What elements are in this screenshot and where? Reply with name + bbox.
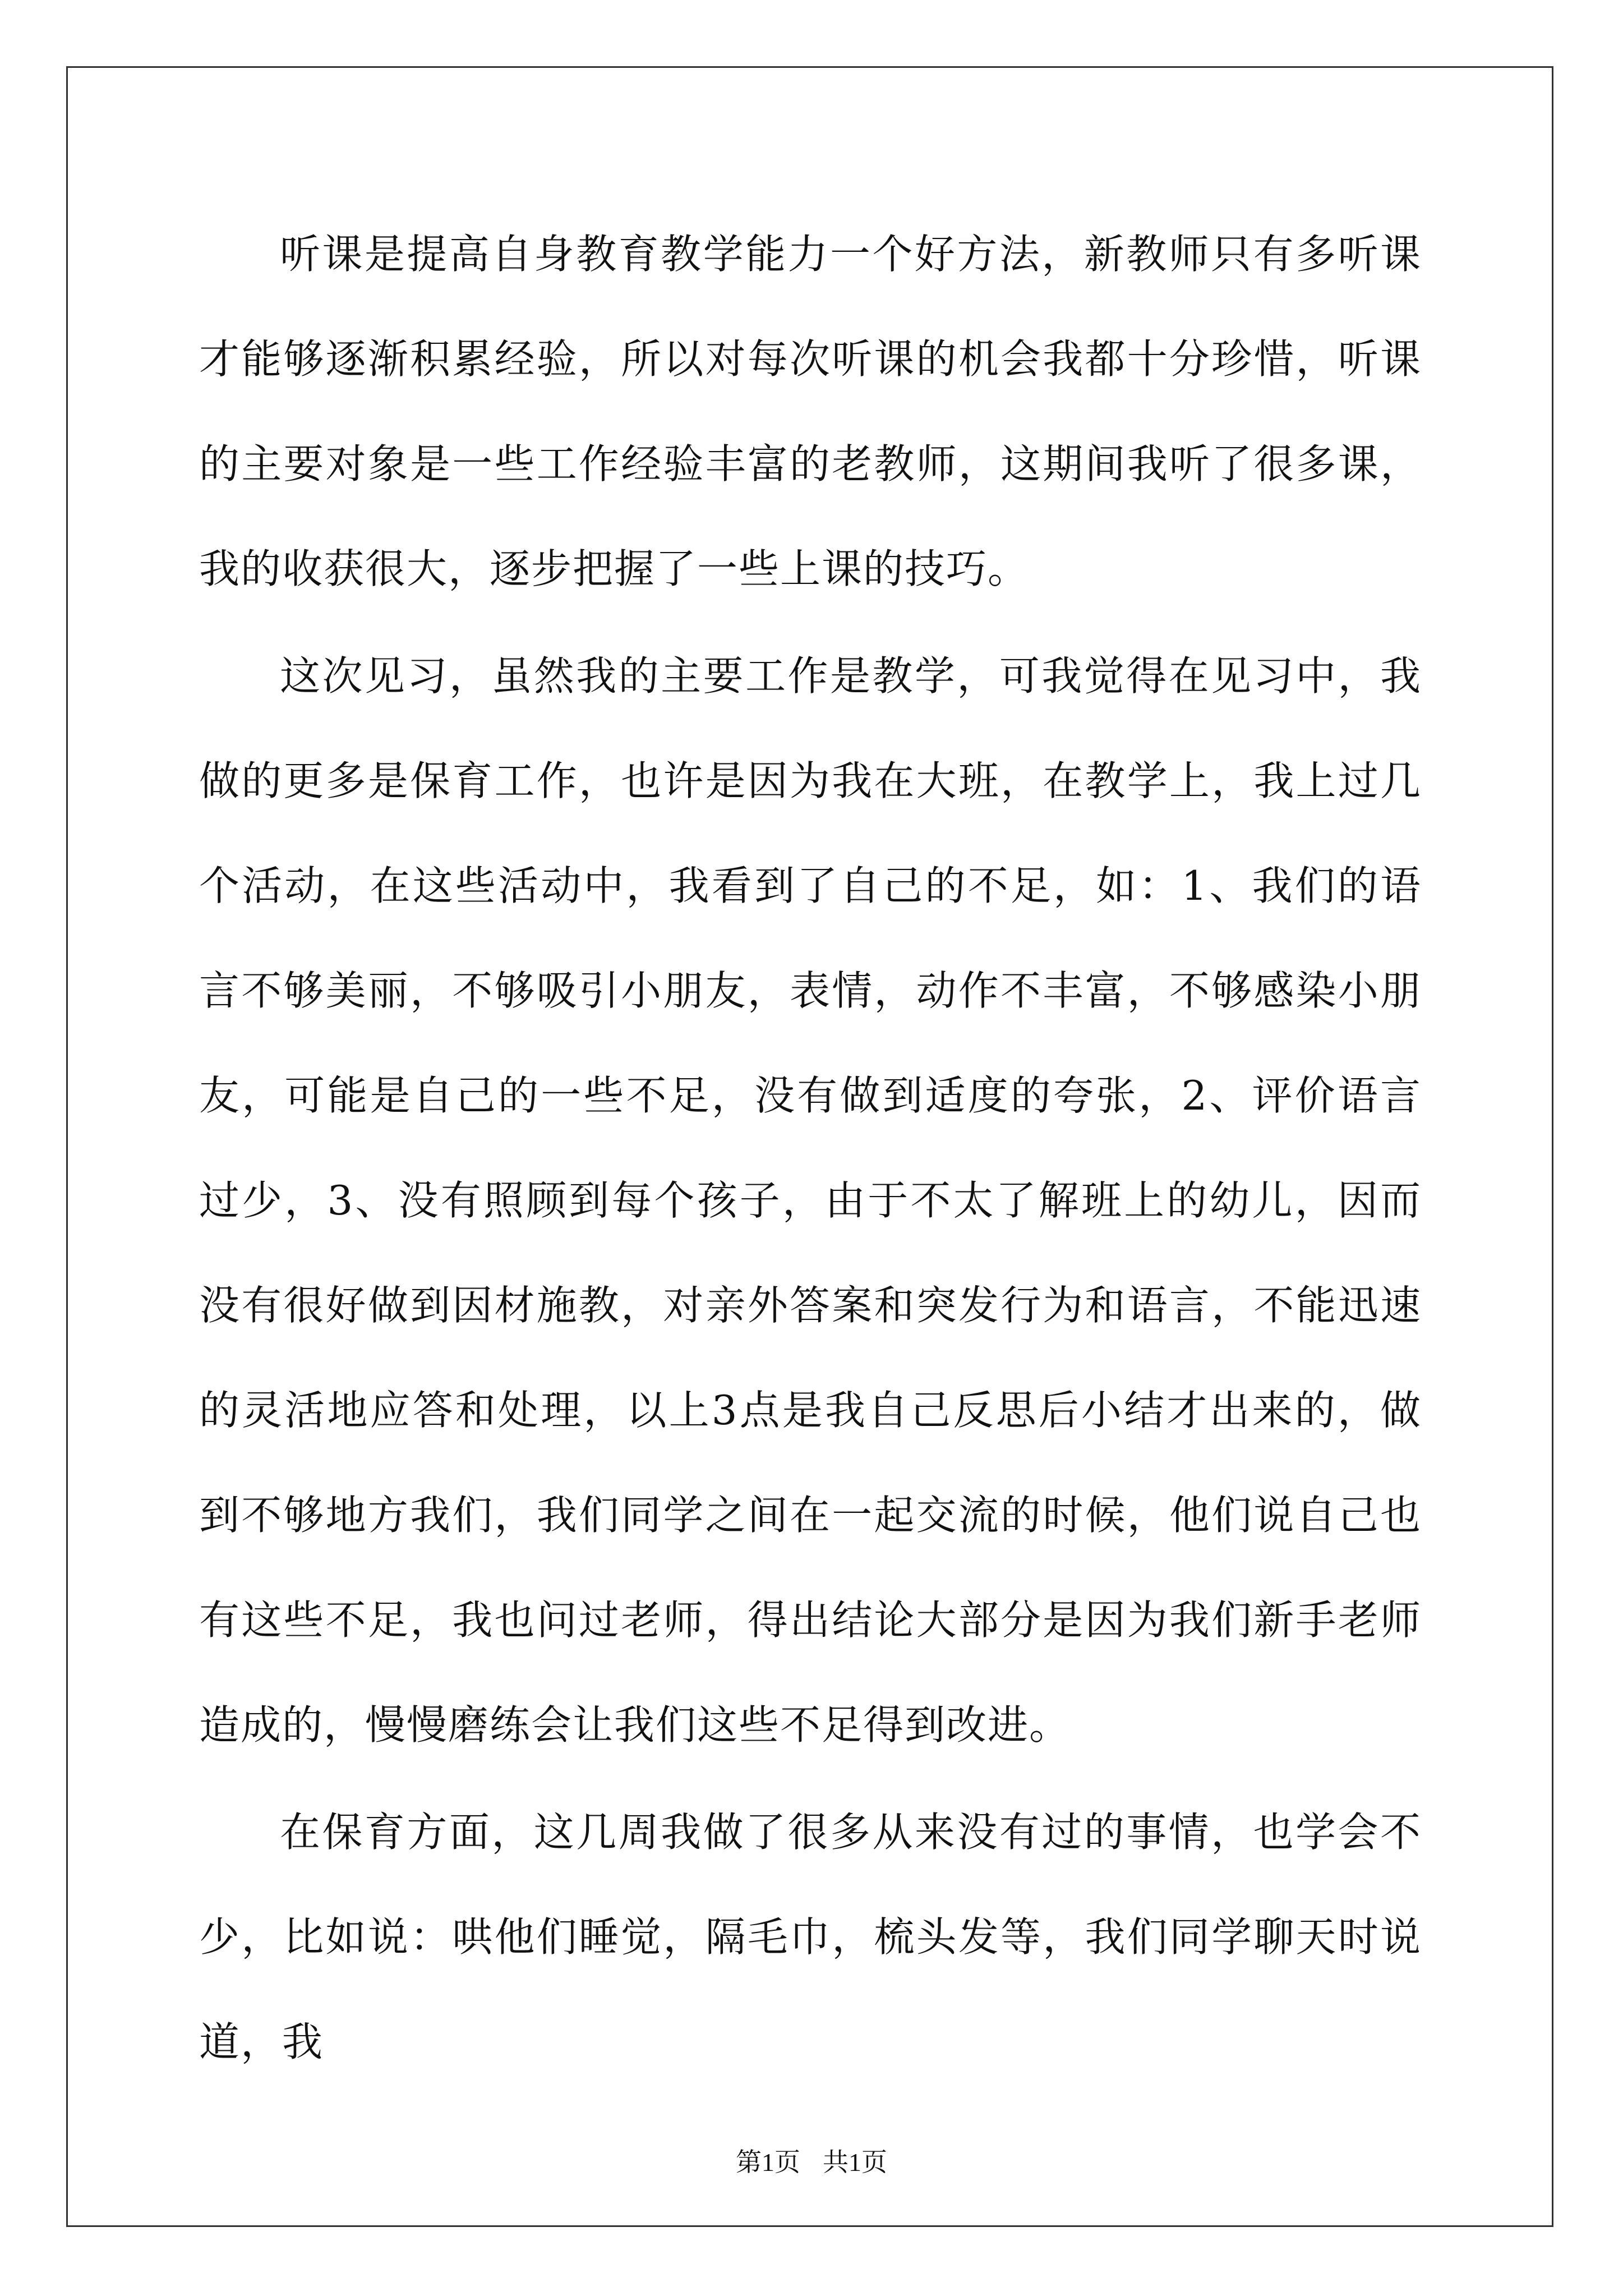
page-footer	[0, 2142, 1623, 2179]
paragraph: 在保育方面，这几周我做了很多从来没有过的事情，也学会不少，比如说：哄他们睡觉，隔毛巾，梳头发等，我们同学聊天时说道，我	[199, 1809, 1422, 2065]
page-total: 共1页	[823, 2148, 887, 2177]
paragraph: 这次见习，虽然我的主要工作是教学，可我觉得在见习中，我做的更多是保育工作，也许是因为我在大班，在教学上，我上过几个活动，在这些活动中，我看到了自己的不足，如：1、我们的语言不够美丽，不够吸引小朋友，表情，动作不丰富，不够感染小朋友，可能是自己的一些不足，没有做到适度的夸张，2、评价语言过少，3、没有照顾到每个孩子，由于不太了解班上的幼儿，因而没有很好做到因材施教，对亲外答案和突发行为和语言，不能迅速的灵活地应答和处理，以上3点是我自己反思后小结才出来的，做到不够地方我们，我们同学之间在一起交流的时候，他们说自己也有这些不足，我也问过老师，得出结论大部分是因为我们新手老师造成的，慢慢磨练会让我们这些不足得到改进。	[199, 652, 1422, 1749]
document-body	[199, 202, 1422, 2095]
page-number: 第1页	[736, 2148, 800, 2177]
paragraph: 听课是提高自身教育教学能力一个好方法，新教师只有多听课才能够逐渐积累经验，所以对每次听课的机会我都十分珍惜，听课的主要对象是一些工作经验丰富的老教师，这期间我听了很多课，我的收获很大，逐步把握了一些上课的技巧。	[199, 231, 1422, 592]
